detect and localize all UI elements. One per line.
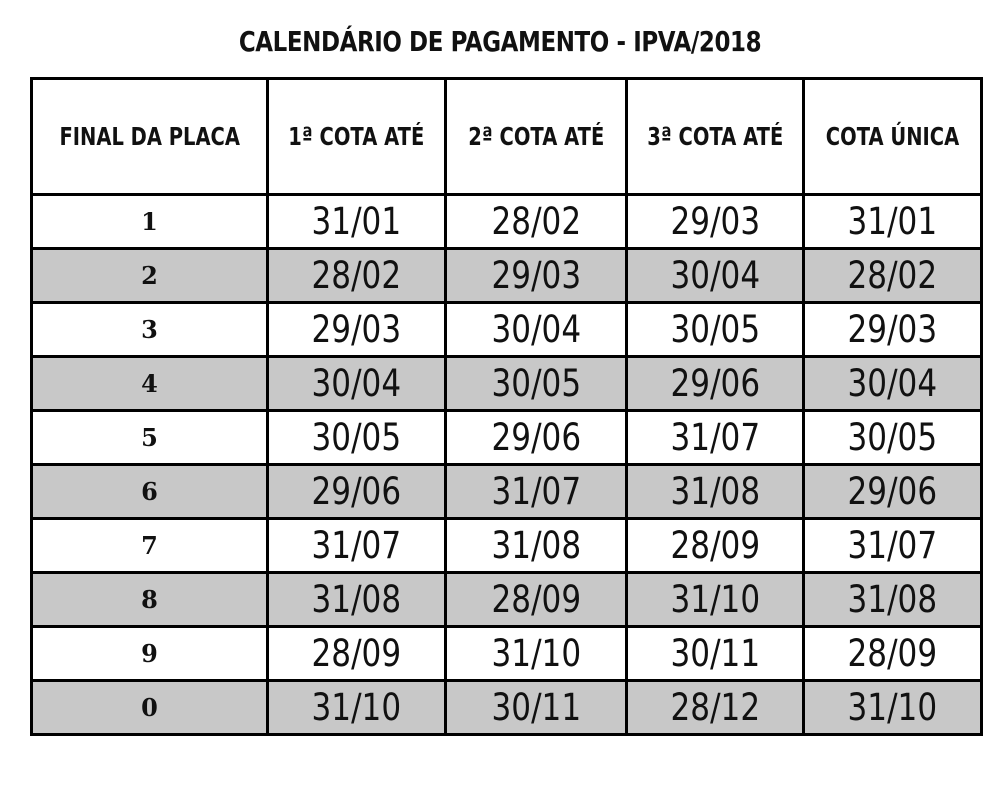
cell-1a-cota: 28/09 [268,627,446,681]
table-row [32,303,982,357]
cell-cota-unica: 30/04 [804,357,982,411]
cell-2a-cota: 28/02 [446,195,627,249]
cell-2a-cota: 31/10 [446,627,627,681]
cell-final-da-placa: 2 [32,249,268,303]
cell-2a-cota: 29/06 [446,411,627,465]
table-row [32,195,982,249]
cell-3a-cota: 30/04 [627,249,804,303]
cell-final-da-placa: 8 [32,573,268,627]
cell-final-da-placa: 0 [32,681,268,735]
cell-3a-cota: 31/07 [627,411,804,465]
page-title: CALENDÁRIO DE PAGAMENTO - IPVA/2018 [238,25,762,58]
cell-cota-unica: 28/02 [804,249,982,303]
cell-3a-cota: 28/09 [627,519,804,573]
cell-2a-cota: 31/07 [446,465,627,519]
cell-cota-unica: 31/08 [804,573,982,627]
cell-cota-unica: 28/09 [804,627,982,681]
cell-1a-cota: 31/08 [268,573,446,627]
cell-cota-unica: 31/01 [804,195,982,249]
table-row [32,627,982,681]
table-row [32,411,982,465]
table-row [32,573,982,627]
cell-2a-cota: 30/05 [446,357,627,411]
table-row [32,357,982,411]
cell-3a-cota: 29/06 [627,357,804,411]
cell-1a-cota: 30/05 [268,411,446,465]
cell-final-da-placa: 6 [32,465,268,519]
cell-2a-cota: 30/04 [446,303,627,357]
cell-1a-cota: 29/06 [268,465,446,519]
cell-final-da-placa: 9 [32,627,268,681]
cell-3a-cota: 30/11 [627,627,804,681]
cell-final-da-placa: 4 [32,357,268,411]
cell-3a-cota: 30/05 [627,303,804,357]
cell-final-da-placa: 7 [32,519,268,573]
header-cota-unica: COTA ÚNICA [804,79,982,195]
cell-final-da-placa: 5 [32,411,268,465]
cell-3a-cota: 31/08 [627,465,804,519]
cell-2a-cota: 29/03 [446,249,627,303]
cell-1a-cota: 31/10 [268,681,446,735]
cell-2a-cota: 28/09 [446,573,627,627]
cell-1a-cota: 31/07 [268,519,446,573]
cell-2a-cota: 30/11 [446,681,627,735]
cell-2a-cota: 31/08 [446,519,627,573]
header-1a-cota: 1ª COTA ATÉ [268,79,446,195]
cell-cota-unica: 31/10 [804,681,982,735]
cell-cota-unica: 30/05 [804,411,982,465]
header-3a-cota: 3ª COTA ATÉ [627,79,804,195]
cell-3a-cota: 31/10 [627,573,804,627]
cell-final-da-placa: 3 [32,303,268,357]
cell-final-da-placa: 1 [32,195,268,249]
table-row [32,681,982,735]
cell-cota-unica: 31/07 [804,519,982,573]
cell-cota-unica: 29/06 [804,465,982,519]
header-final-da-placa: FINAL DA PLACA [32,79,268,195]
cell-cota-unica: 29/03 [804,303,982,357]
cell-1a-cota: 28/02 [268,249,446,303]
header-row [32,79,982,195]
cell-3a-cota: 28/12 [627,681,804,735]
table-row [32,249,982,303]
cell-1a-cota: 31/01 [268,195,446,249]
cell-3a-cota: 29/03 [627,195,804,249]
cell-1a-cota: 30/04 [268,357,446,411]
table-row [32,465,982,519]
table-row [32,519,982,573]
payment-calendar-table [30,77,983,736]
header-2a-cota: 2ª COTA ATÉ [446,79,627,195]
cell-1a-cota: 29/03 [268,303,446,357]
